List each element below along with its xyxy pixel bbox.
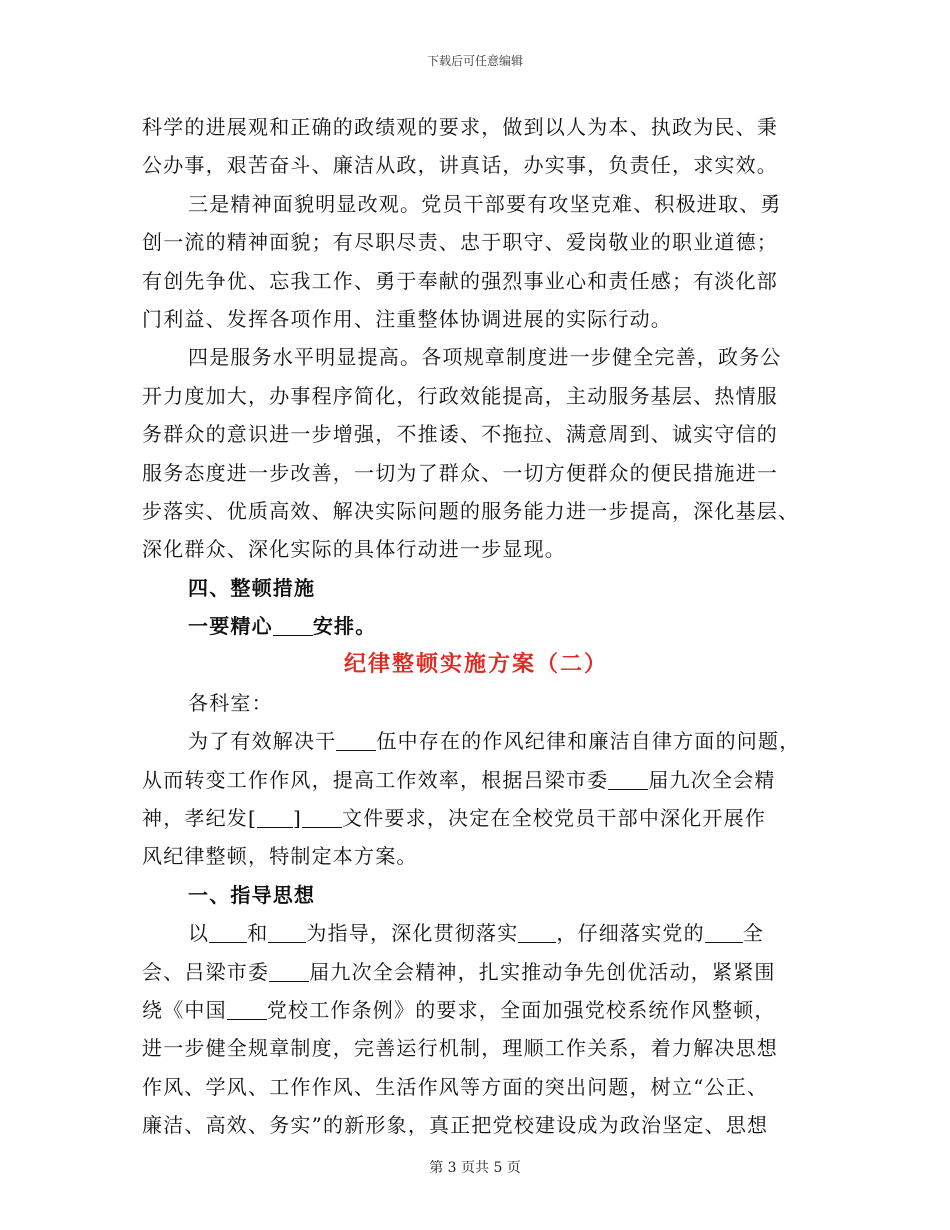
- paragraph-line: 务群众的意识进一步增强，不推诿、不拖拉、满意周到、诚实守信的: [142, 422, 778, 447]
- paragraph-line: 公办事，艰苦奋斗、廉洁从政，讲真话，办实事，负责任，求实效。: [142, 153, 778, 178]
- paragraph-line: 有创先争优、忘我工作、勇于奉献的强烈事业心和责任感；有淡化部: [142, 268, 778, 293]
- paragraph-line: 会、吕梁市委 届九次全会精神，扎实推动争先创优活动，紧紧围: [142, 959, 776, 984]
- paragraph-line: 门利益、发挥各项作用、注重整体协调进展的实际行动。: [142, 306, 672, 331]
- blank-line: [608, 767, 648, 790]
- document-body: [142, 108, 810, 1145]
- page-footer: 第 3 页共 5 页: [429, 1160, 521, 1176]
- blank-line: [302, 805, 342, 828]
- paragraph-line: 绕《中国 党校工作条例》的要求，全面加强党校系统作风整顿，: [142, 997, 776, 1022]
- blank-line: [336, 728, 376, 751]
- paragraph-line: 神，孝纪发[ ] 文件要求，决定在全校党员干部中深化开展作: [142, 806, 767, 831]
- blank-line: [227, 997, 267, 1020]
- blank-line: [518, 920, 556, 943]
- blank-line: [257, 805, 293, 828]
- paragraph-line: 深化群众、深化实际的具体行动进一步显现。: [142, 537, 566, 562]
- paragraph-line: 四是服务水平明显提高。各项规章制度进一步健全完善，政务公: [188, 345, 782, 370]
- paragraph-line: 以 和 为指导，深化贯彻落实 ，仔细落实党的 全: [188, 921, 765, 946]
- blank-line: [705, 920, 743, 943]
- paragraph-line: 进一步健全规章制度，完善运行机制，理顺工作关系，着力解决思想: [142, 1036, 778, 1061]
- section-heading: 一、指导思想: [188, 882, 316, 907]
- document-title: 纪律整顿实施方案（二）: [343, 651, 608, 678]
- subsection-heading: 一要精心 安排。: [188, 614, 377, 639]
- paragraph-line: 风纪律整顿，特制定本方案。: [142, 844, 418, 869]
- blank-line: [269, 959, 309, 982]
- blank-line: [209, 920, 247, 943]
- page-header: 下载后可任意编辑: [426, 54, 523, 68]
- paragraph-line: 服务态度进一步改善，一切为了群众、一切方便群众的便民措施进一: [142, 460, 778, 485]
- paragraph-line: 开力度加大，办事程序简化，行政效能提高，主动服务基层、热情服: [142, 383, 778, 408]
- section-heading: 四、整顿措施: [188, 575, 316, 600]
- paragraph-line: 科学的进展观和正确的政绩观的要求，做到以人为本、执政为民、秉: [142, 115, 778, 139]
- paragraph-line: 作风、学风、工作作风、生活作风等方面的突出问题，树立“公正、: [142, 1074, 769, 1099]
- blank-line: [273, 613, 313, 636]
- salutation: 各科室：: [188, 690, 273, 715]
- blank-line: [268, 920, 306, 943]
- paragraph-line: 创一流的精神面貌；有尽职尽责、忠于职守、爱岗敬业的职业道德；: [142, 230, 778, 255]
- paragraph-line: 三是精神面貌明显改观。党员干部要有攻坚克难、积极进取、勇: [188, 191, 782, 216]
- paragraph-line: 步落实、优质高效、解决实际问题的服务能力进一步提高，深化基层、: [142, 498, 800, 523]
- paragraph-line: 为了有效解决干 伍中存在的作风纪律和廉洁自律方面的问题，: [188, 729, 801, 754]
- paragraph-line: 廉洁、高效、务实”的新形象，真正把党校建设成为政治坚定、思想: [142, 1113, 769, 1138]
- paragraph-line: 从而转变工作作风，提高工作效率，根据吕梁市委 届九次全会精: [142, 767, 776, 792]
